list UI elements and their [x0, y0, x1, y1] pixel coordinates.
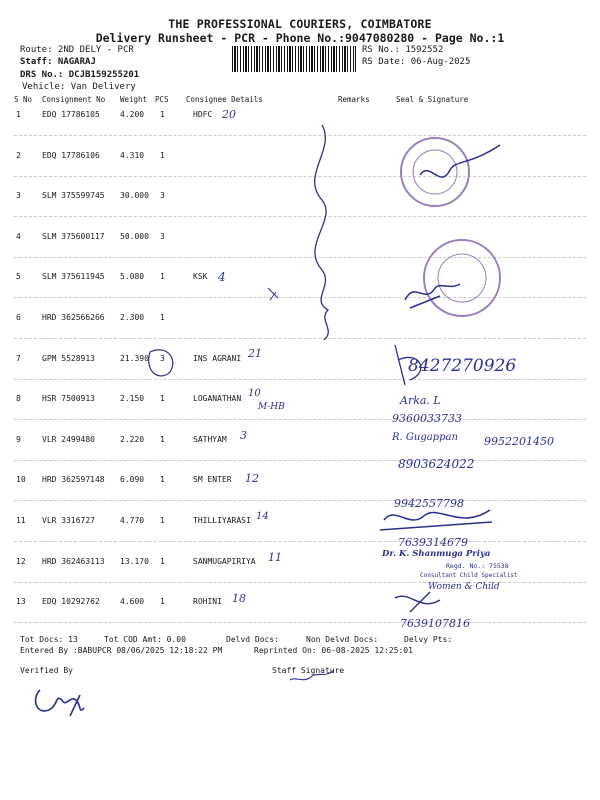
row-13-weight: 4.600 — [120, 597, 145, 606]
name-r9: R. Gugappan — [392, 432, 458, 443]
row-13-consignee: ROHINI — [193, 597, 222, 606]
phone-r8: 9360033733 — [392, 412, 462, 425]
hand-note-r11: 14 — [256, 511, 269, 522]
row-12-sno: 12 — [16, 557, 26, 566]
row-9-consignee: SATHYAM — [193, 435, 227, 444]
row-7-weight: 21.390 — [120, 354, 149, 363]
hand-note-r5: 4 — [218, 270, 226, 284]
row-1-consignee: HDFC — [193, 110, 213, 119]
row-8-pcs: 1 — [160, 394, 165, 403]
row-2-sno: 2 — [16, 151, 21, 160]
col-weight: Weight — [120, 95, 148, 104]
row-11-sno: 11 — [16, 516, 26, 525]
page-subtitle: Delivery Runsheet - PCR - Phone No.:9047080280 - Page No.:1 — [95, 31, 505, 45]
row-6-weight: 2.300 — [120, 313, 145, 322]
row-8-cons: HSR 7500913 — [42, 394, 95, 403]
page-title: THE PROFESSIONAL COURIERS, COIMBATORE — [168, 17, 432, 31]
round-stamp-1 — [401, 138, 469, 206]
hand-note-r9: 3 — [240, 429, 247, 442]
total-cod: Tot COD Amt: 0.00 — [104, 635, 186, 644]
row-2-weight: 4.310 — [120, 151, 145, 160]
drs-number: DRS No.: DCJB159255201 — [20, 70, 140, 80]
row-3-pcs: 3 — [160, 191, 165, 200]
row-12-pcs: 1 — [160, 557, 165, 566]
row-8-weight: 2.150 — [120, 394, 145, 403]
signature-r13 — [395, 592, 440, 612]
row-5-pcs: 1 — [160, 272, 165, 281]
row-1-pcs: 1 — [160, 110, 165, 119]
row-10-weight: 6.090 — [120, 475, 145, 484]
brace-rows-1-4 — [315, 125, 326, 270]
hand-note-r8: 10 — [248, 388, 261, 399]
col-seal-signature: Seal & Signature — [396, 95, 469, 104]
row-4-pcs: 3 — [160, 232, 165, 241]
row-1-cons: EDQ 17786105 — [42, 110, 100, 119]
hand-note-r13: 18 — [232, 592, 246, 605]
row-4-cons: SLM 375600117 — [42, 232, 105, 241]
row-4-weight: 50.000 — [120, 232, 149, 241]
row-9-weight: 2.220 — [120, 435, 145, 444]
phone-r13: 7639107816 — [400, 617, 470, 630]
rs-number: RS No.: 1592552 — [362, 45, 444, 55]
non-delivered-docs: Non Delvd Docs: — [306, 635, 379, 644]
phone-r9: 9952201450 — [484, 435, 554, 448]
entered-by: Entered By :BABUPCR 08/06/2025 12:18:22 PM — [20, 646, 223, 655]
stamp-women-child: Women & Child — [428, 582, 500, 592]
row-13-pcs: 1 — [160, 597, 165, 606]
row-3-sno: 3 — [16, 191, 21, 200]
vehicle-label: Vehicle: Van Delivery — [22, 82, 136, 92]
stamp-specialist: Consultant Child Specialist — [420, 572, 518, 579]
hand-note-r8b: M-HB — [258, 402, 285, 412]
reprinted-on: Reprinted On: 06-08-2025 12:25:01 — [254, 646, 413, 655]
row-5-weight: 5.080 — [120, 272, 145, 281]
row-10-cons: HRD 362597148 — [42, 475, 105, 484]
row-4-sno: 4 — [16, 232, 21, 241]
row-11-consignee: THILLIYARASI — [193, 516, 251, 525]
row-13-sno: 13 — [16, 597, 26, 606]
total-docs: Tot Docs: 13 — [20, 635, 78, 644]
signature-r11 — [380, 510, 492, 530]
hand-note-r12: 11 — [268, 551, 282, 564]
phone-r11: 9942557798 — [394, 497, 464, 510]
verified-by-label: Verified By — [20, 666, 73, 675]
round-stamp-2 — [424, 240, 500, 316]
signature-r5 — [405, 284, 460, 308]
row-5-sno: 5 — [16, 272, 21, 281]
row-13-cons: EDQ 10292762 — [42, 597, 100, 606]
row-1-sno: 1 — [16, 110, 21, 119]
stamp-doctor-name: Dr. K. Shanmuga Priya — [382, 549, 491, 559]
tick-r5 — [268, 288, 278, 300]
delivered-docs: Delvd Docs: — [226, 635, 279, 644]
row-7-sno: 7 — [16, 354, 21, 363]
hand-note-r10: 12 — [245, 472, 259, 485]
row-5-consignee: KSK — [193, 272, 208, 281]
phone-r7: 8427270926 — [408, 356, 517, 376]
name-r8: Arka. L — [400, 394, 441, 407]
staff-signature-label: Staff Signature — [272, 666, 345, 675]
row-11-pcs: 1 — [160, 516, 165, 525]
row-8-consignee: LOGANATHAN — [193, 394, 242, 403]
row-7-pcs: 3 — [160, 354, 165, 363]
row-8-sno: 8 — [16, 394, 21, 403]
circle-pcs-r7 — [149, 350, 173, 376]
hand-note-r7: 21 — [248, 347, 262, 360]
signature-r7 — [395, 345, 421, 385]
row-12-consignee: SANMUGAPIRIYA — [193, 557, 256, 566]
delivery-points: Delvy Pts: — [404, 635, 453, 644]
row-2-cons: EDQ 17786106 — [42, 151, 100, 160]
row-3-cons: SLM 375599745 — [42, 191, 105, 200]
verified-signature — [36, 690, 84, 716]
row-5-cons: SLM 375611945 — [42, 272, 105, 281]
stamp-reg-no: Regd. No.: 75538 — [446, 562, 509, 570]
phone-r12: 7639314679 — [398, 536, 468, 549]
round-stamp-2-inner — [438, 254, 486, 302]
row-2-pcs: 1 — [160, 151, 165, 160]
col-consignee: Consignee Details — [186, 95, 263, 104]
row-6-cons: HRD 362566266 — [42, 313, 105, 322]
col-remarks: Remarks — [338, 95, 370, 104]
row-9-cons: VLR 2499480 — [42, 435, 95, 444]
col-sno: S No — [14, 95, 33, 104]
route-label: Route: 2ND DELY - PCR — [20, 45, 134, 55]
row-7-consignee: INS AGRANI — [193, 354, 242, 363]
row-12-cons: HRD 362463113 — [42, 557, 105, 566]
rs-date: RS Date: 06-Aug-2025 — [362, 57, 471, 67]
row-11-weight: 4.770 — [120, 516, 145, 525]
row-9-sno: 9 — [16, 435, 21, 444]
row-6-sno: 6 — [16, 313, 21, 322]
hand-note-r1: 20 — [222, 108, 236, 121]
row-9-pcs: 1 — [160, 435, 165, 444]
staff-label: Staff: NAGARAJ — [20, 57, 96, 67]
row-10-pcs: 1 — [160, 475, 165, 484]
row-10-consignee: SM ENTER — [193, 475, 232, 484]
row-12-weight: 13.170 — [120, 557, 149, 566]
row-6-pcs: 1 — [160, 313, 165, 322]
round-stamp-1-inner — [413, 150, 457, 194]
col-consignment: Consignment No — [42, 95, 106, 104]
row-10-sno: 10 — [16, 475, 26, 484]
col-pcs: PCS — [155, 95, 169, 104]
phone-r10: 8903624022 — [398, 457, 475, 471]
row-11-cons: VLR 3316727 — [42, 516, 95, 525]
brace-rows-5-6 — [321, 270, 328, 340]
row-1-weight: 4.200 — [120, 110, 145, 119]
row-7-cons: GPM 5528913 — [42, 354, 95, 363]
row-3-weight: 30.000 — [120, 191, 149, 200]
